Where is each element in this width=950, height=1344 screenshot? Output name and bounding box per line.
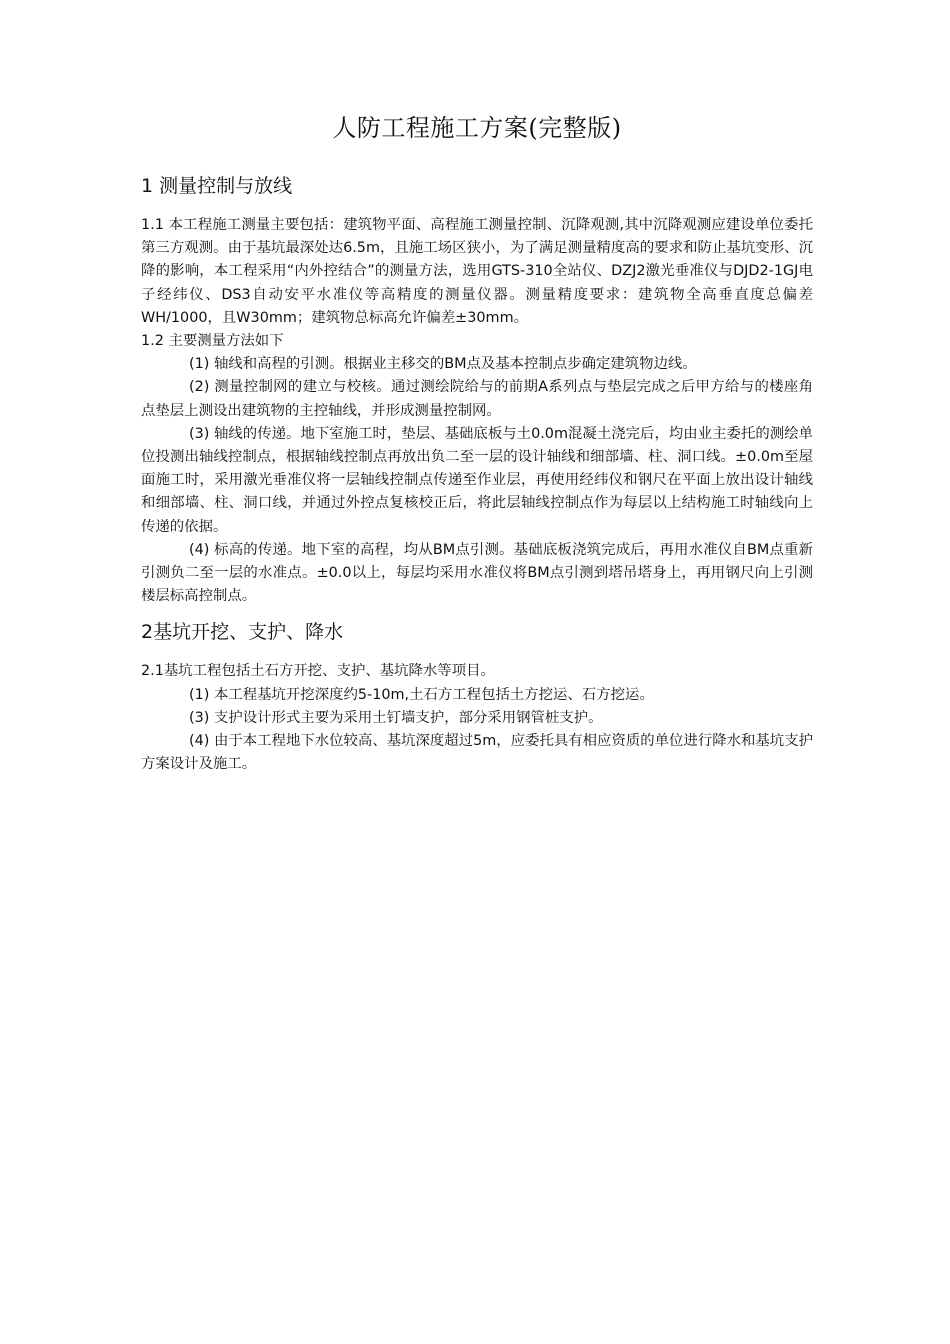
document-title: 人防工程施工方案(完整版)	[332, 114, 622, 142]
section-1-item-2: (2) 测量控制网的建立与校核。通过测绘院给与的前期A系列点与垫层完成之后甲方给与的楼座角点垫层上测设出建筑物的主控轴线，并形成测量控制网。	[141, 379, 813, 419]
section-1-1-paragraph: 1.1 本工程施工测量主要包括：建筑物平面、高程施工测量控制、沉降观测,其中沉降观测应建设单位委托第三方观测。由于基坑最深处达6.5m，且施工场区狭小，为了满足测量精度高的要求和防止基坑变形、沉降的影响，本工程采用“内外控结合”的测量方法，选用GTS-310全站仪、DZJ2激光垂准仪与DJD2-1GJ电子经纬仪、DS3自动安平水准仪等高精度的测量仪器。测量精度要求：建筑物全高垂直度总偏差WH/1000，且W30mm；建筑物总标高允许偏差±30mm。	[141, 217, 813, 326]
section-2-heading: 2基坑开挖、支护、降水	[141, 621, 344, 644]
section-1-item-3: (3) 轴线的传递。地下室施工时，垫层、基础底板与土0.0m混凝土浇完后，均由业主委托的测绘单位投测出轴线控制点，根据轴线控制点再放出负二至一层的设计轴线和细部墙、柱、洞口线。±0.0m至屋面施工时，采用激光垂准仪将一层轴线控制点传递至作业层，再使用经纬仪和钢尺在平面上放出设计轴线和细部墙、柱、洞口线，并通过外控点复核校正后，将此层轴线控制点作为每层以上结构施工时轴线向上传递的依据。	[141, 425, 813, 535]
section-1-item-4: (4) 标高的传递。地下室的高程，均从BM点引测。基础底板浇筑完成后，再用水准仪自BM点重新引测负二至一层的水准点。±0.0以上，每层均采用水准仪将BM点引测到塔吊塔身上，再用钢尺向上引测楼层标高控制点。	[141, 541, 813, 605]
section-2-item-1: (1) 本工程基坑开挖深度约5-10m,土石方工程包括土方挖运、石方挖运。	[189, 686, 654, 703]
section-2-item-4: (4) 由于本工程地下水位较高、基坑深度超过5m，应委托具有相应资质的单位进行降水和基坑支护方案设计及施工。	[141, 733, 813, 773]
section-1-2-paragraph: 1.2 主要测量方法如下	[141, 333, 284, 350]
section-2-1-paragraph: 2.1基坑工程包括土石方开挖、支护、基坑降水等项目。	[141, 663, 495, 680]
section-1	[141, 172, 813, 608]
section-1-item-1: (1) 轴线和高程的引测。根据业主移交的BM点及基本控制点步确定建筑物边线。	[189, 356, 697, 373]
section-1-heading: 1 测量控制与放线	[141, 175, 293, 197]
section-2	[141, 618, 813, 776]
section-2-item-3: (3) 支护设计形式主要为采用土钉墙支护，部分采用钢管桩支护。	[189, 709, 603, 726]
document-page	[141, 108, 813, 776]
